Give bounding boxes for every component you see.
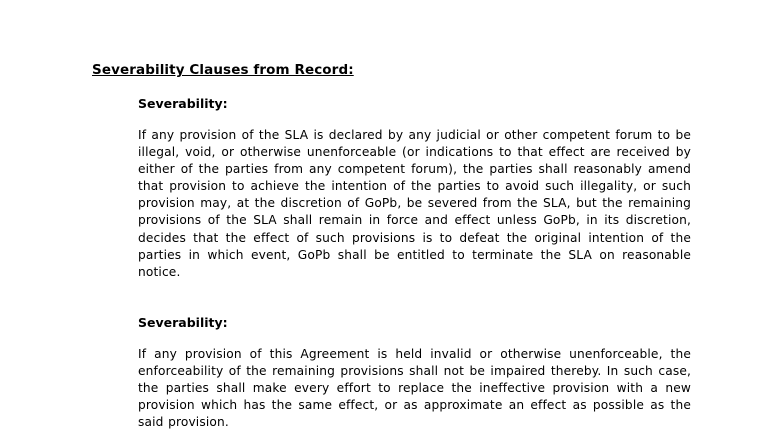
severability-section <box>138 95 691 281</box>
section-heading: Severability: <box>138 96 228 111</box>
section-body: If any provision of this Agreement is held invalid or otherwise unenforceable, the enforceability of the remaining provisions shall not be impaired thereby. In such case, the parties shall make every effort to replace the ineffective provision with a new provision which has the same effect, or as approximate an effect as possible as the said provision. <box>138 347 691 430</box>
section-body: If any provision of the SLA is declared by any judicial or other competent forum to be illegal, void, or otherwise unenforceable (or indications to that effect are received by either of the parties from any competent forum), the parties shall reasonably amend that provision to achieve the intention of the parties to avoid such illegality, or such provision may, at the discretion of GoPb, be severed from the SLA, but the remaining provisions of the SLA shall remain in force and effect unless GoPb, in its discretion, decides that the effect of such provisions is to defeat the original intention of the parties in which event, GoPb shall be entitled to terminate the SLA on reasonable notice. <box>138 128 691 279</box>
severability-section <box>138 314 691 431</box>
document-heading: Severability Clauses from Record: <box>92 62 354 78</box>
section-heading: Severability: <box>138 315 228 330</box>
